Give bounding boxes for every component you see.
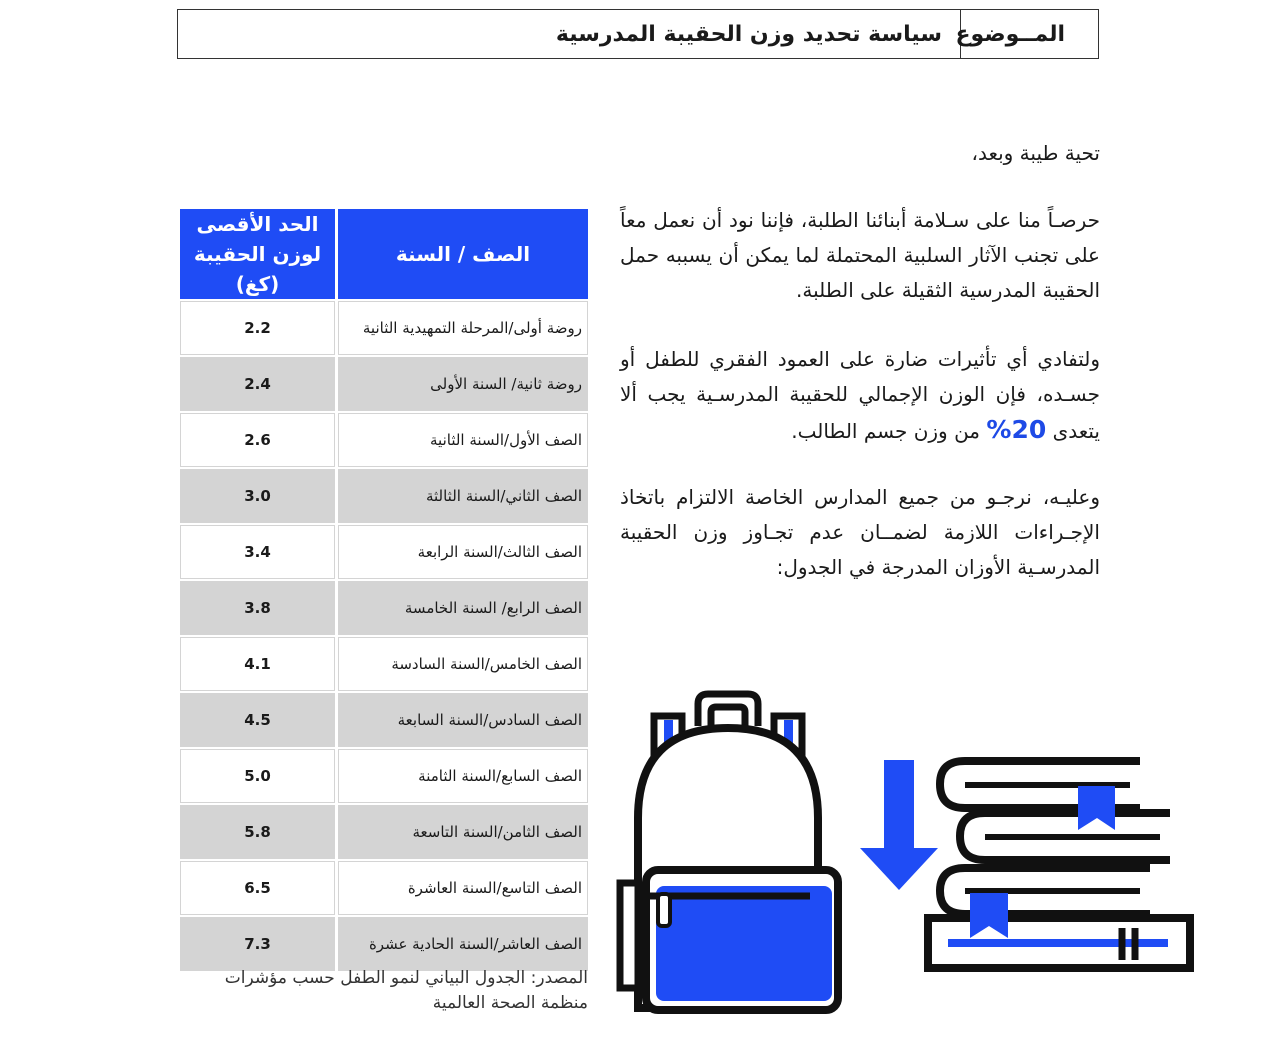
subject-box — [177, 9, 1099, 59]
table-row — [180, 749, 588, 803]
weight-cell: 2.4 — [180, 357, 335, 411]
table-row — [180, 861, 588, 915]
grade-cell: الصف الأول/السنة الثانية — [338, 413, 588, 467]
weight-table — [177, 207, 591, 973]
weight-cell: 6.5 — [180, 861, 335, 915]
weight-cell: 5.0 — [180, 749, 335, 803]
table-row — [180, 805, 588, 859]
grade-cell: الصف الثالث/السنة الرابعة — [338, 525, 588, 579]
header-max-weight: الحد الأقصى لوزن الحقيبة (كغ) — [180, 209, 335, 299]
header-grade: الصف / السنة — [338, 209, 588, 299]
weight-limit-percent: 20% — [986, 415, 1047, 444]
grade-cell: الصف العاشر/السنة الحادية عشرة — [338, 917, 588, 971]
table-row — [180, 637, 588, 691]
table-row — [180, 357, 588, 411]
weight-cell: 7.3 — [180, 917, 335, 971]
grade-cell: روضة ثانية/ السنة الأولى — [338, 357, 588, 411]
subject-label: المــوضوع — [960, 10, 1098, 58]
grade-cell: الصف السادس/السنة السابعة — [338, 693, 588, 747]
table-row — [180, 581, 588, 635]
grade-cell: الصف السابع/السنة الثامنة — [338, 749, 588, 803]
backpack-books-illustration — [610, 688, 1210, 1023]
grade-cell: الصف الخامس/السنة السادسة — [338, 637, 588, 691]
weight-cell: 3.4 — [180, 525, 335, 579]
weight-limit-text-end: من وزن جسم الطالب. — [791, 419, 981, 443]
subject-title: سياسة تحديد وزن الحقيبة المدرسية — [555, 21, 942, 47]
grade-cell: الصف التاسع/السنة العاشرة — [338, 861, 588, 915]
table-body — [180, 301, 588, 971]
table-row — [180, 525, 588, 579]
table-row — [180, 693, 588, 747]
grade-cell: الصف الثاني/السنة الثالثة — [338, 469, 588, 523]
table-header-row — [180, 209, 588, 299]
table-row — [180, 301, 588, 355]
greeting: تحية طيبة وبعد، — [971, 141, 1100, 165]
weight-cell: 2.6 — [180, 413, 335, 467]
weight-cell: 2.2 — [180, 301, 335, 355]
table-row — [180, 917, 588, 971]
weight-cell: 4.1 — [180, 637, 335, 691]
weight-cell: 3.0 — [180, 469, 335, 523]
paragraph-request: وعليـه، نرجـو من جميع المدارس الخاصة الالتزام باتخاذ الإجـراءات اللازمة لضمــان عدم تجـاوز وزن الحقيبة المدرسـية الأوزان المدرجة في الجدول: — [620, 485, 1100, 579]
weight-limit-text-start: ولتفادي أي تأثيرات ضارة على العمود الفقري للطفل أو جسـده، فإن الوزن الإجمالي للحقيبة المدرسـية يجب ألا يتعدى — [620, 347, 1100, 443]
paragraph-weight-limit — [620, 342, 1100, 449]
source-note: المصدر: الجدول البياني لنمو الطفل حسب مؤشرات منظمة الصحة العالمية — [224, 968, 588, 1013]
grade-cell: روضة أولى/المرحلة التمهيدية الثانية — [338, 301, 588, 355]
backpack-icon — [620, 694, 838, 1010]
table-row — [180, 469, 588, 523]
grade-cell: الصف الرابع/ السنة الخامسة — [338, 581, 588, 635]
weight-cell: 3.8 — [180, 581, 335, 635]
table-row — [180, 413, 588, 467]
weight-cell: 5.8 — [180, 805, 335, 859]
books-stack-icon — [928, 761, 1190, 968]
paragraph-intro: حرصـاً منا على سـلامة أبنائنا الطلبة، فإننا نود أن نعمل معاً على تجنب الآثار السلبية المحتملة لما يمكن أن يسببه حمل الحقيبة المدرسية الثقيلة على الطلبة. — [620, 208, 1100, 302]
arrow-down-icon — [860, 760, 938, 890]
weight-cell: 4.5 — [180, 693, 335, 747]
grade-cell: الصف الثامن/السنة التاسعة — [338, 805, 588, 859]
